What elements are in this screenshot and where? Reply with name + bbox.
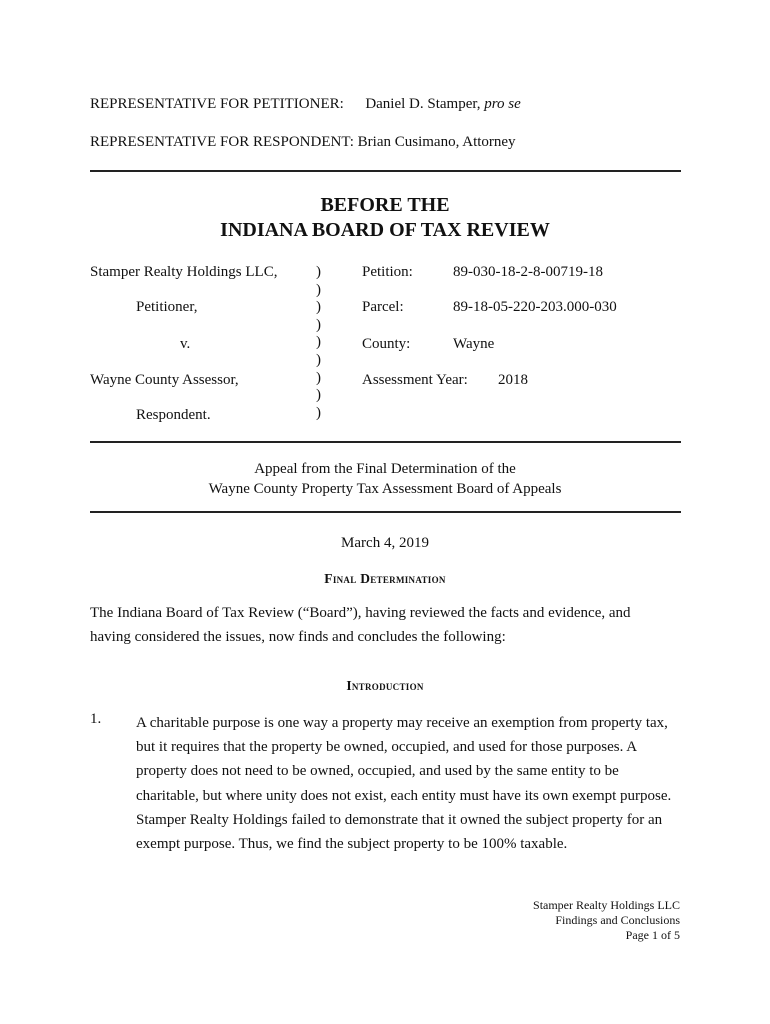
- county-label: County:: [362, 336, 411, 352]
- respondent-representative-line: [90, 134, 516, 151]
- intro-paragraph: The Indiana Board of Tax Review (“Board”), having reviewed the facts and evidence, and having considered the issues, now finds and concludes the following:: [90, 605, 631, 646]
- footer-doc-type: Findings and Conclusions: [555, 913, 680, 927]
- caption-versus: v.: [180, 336, 191, 352]
- petitioner-rep-label: REPRESENTATIVE FOR PETITIONER:: [90, 96, 344, 112]
- paren: ): [316, 299, 321, 316]
- final-determination-heading: Final Determination: [324, 571, 446, 586]
- divider-top: [90, 170, 681, 172]
- respondent-rep-name: Brian Cusimano, Attorney: [357, 134, 516, 150]
- paren: ): [316, 316, 321, 333]
- paren: ): [316, 369, 321, 386]
- petitioner-rep-name: Daniel D. Stamper,: [365, 96, 481, 112]
- paren: ): [316, 351, 321, 368]
- caption-petitioner-role: Petitioner,: [136, 299, 198, 315]
- caption-parentheses: [316, 264, 321, 422]
- respondent-rep-label: REPRESENTATIVE FOR RESPONDENT:: [90, 134, 354, 150]
- assessment-year-label: Assessment Year:: [362, 372, 468, 388]
- caption-respondent-party: Wayne County Assessor,: [90, 372, 239, 388]
- title-line-2: INDIANA BOARD OF TAX REVIEW: [220, 219, 550, 241]
- determination-date: March 4, 2019: [341, 535, 429, 551]
- paren: ): [316, 404, 321, 421]
- paragraph-1-text: A charitable purpose is one way a property may receive an exemption from property tax, but it requires that the property be owned, occupied, and used for those purposes. A property does not need to be owned, occupied, and used by the same entity to be charitable, but where unity does not exist, each entity must have its own exempt purpose. Stamper Realty Holdings failed to demonstrate that it owned the subject property for an exempt purpose. Thus, we find the subject property to be 100% taxable.: [136, 715, 672, 853]
- county-value: Wayne: [453, 336, 495, 352]
- petition-value: 89-030-18-2-8-00719-18: [453, 264, 603, 280]
- divider-caption: [90, 441, 681, 443]
- petitioner-rep-suffix: pro se: [484, 96, 521, 112]
- page-footer: [533, 898, 680, 943]
- footer-case-name: Stamper Realty Holdings LLC: [533, 898, 680, 912]
- introduction-heading: Introduction: [346, 678, 424, 693]
- paren: ): [316, 387, 321, 404]
- title-line-1: BEFORE THE: [320, 194, 450, 216]
- assessment-year-value: 2018: [498, 372, 528, 388]
- parcel-value: 89-18-05-220-203.000-030: [453, 299, 617, 315]
- paren: ): [316, 264, 321, 280]
- parcel-label: Parcel:: [362, 299, 404, 315]
- caption-petitioner-party: Stamper Realty Holdings LLC,: [90, 264, 278, 280]
- petition-label: Petition:: [362, 264, 413, 280]
- appeal-line-2: Wayne County Property Tax Assessment Board of Appeals: [208, 481, 562, 497]
- paragraph-1-number: 1.: [90, 711, 102, 727]
- paren: ): [316, 334, 321, 351]
- paren: ): [316, 281, 321, 298]
- appeal-line-1: Appeal from the Final Determination of the: [254, 461, 516, 477]
- divider-appeal: [90, 511, 681, 513]
- caption-respondent-role: Respondent.: [136, 407, 211, 423]
- petitioner-representative-line: [90, 96, 521, 113]
- footer-page-number: Page 1 of 5: [625, 928, 680, 942]
